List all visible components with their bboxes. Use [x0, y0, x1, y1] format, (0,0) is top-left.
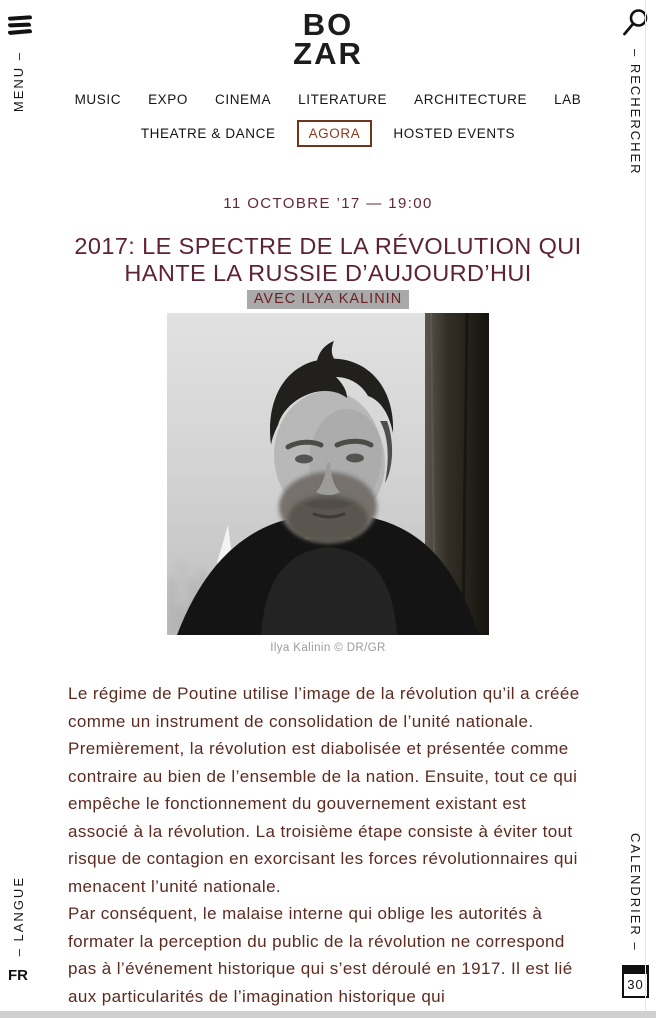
nav-item-cinema[interactable]: CINEMA [215, 92, 272, 107]
nav-item-architecture[interactable]: ARCHITECTURE [414, 92, 528, 107]
logo-wrap [0, 7, 656, 71]
event-photo [167, 313, 489, 654]
calendar-vertical-label[interactable]: CALENDRIER – [628, 833, 643, 952]
nav-item-lab[interactable]: LAB [554, 92, 582, 107]
event-datetime: 11 OCTOBRE ’17 — 19:00 [223, 195, 433, 212]
language-corner [8, 876, 28, 984]
page-right-edge-line [645, 0, 646, 1011]
nav-item-hosted-events[interactable]: HOSTED EVENTS [393, 125, 516, 141]
nav-item-literature[interactable]: LITERATURE [298, 92, 388, 107]
logo-line-2: ZAR [293, 36, 363, 71]
nav-item-agora-active[interactable]: AGORA [297, 120, 373, 147]
calendar-day-number: 30 [627, 977, 644, 993]
menu-vertical-label[interactable]: MENU – [11, 51, 26, 113]
nav-item-music[interactable]: MUSIC [74, 92, 122, 107]
portrait-photo [167, 313, 489, 635]
event-subtitle-wrap [0, 290, 656, 309]
nav-item-theatre-dance[interactable]: THEATRE & DANCE [140, 125, 276, 141]
photo-caption: Ilya Kalinin © DR/GR [270, 642, 386, 655]
nav-item-expo[interactable]: EXPO [148, 92, 188, 107]
body-paragraph-2: Par conséquent, le malaise interne qui oblige les autorités à formater la perception du public de la révolution ne correspond pas à l’événement historique qui s’est déroulé en 1917. Il est lié aux particularités de l’imagination historique qui [68, 904, 573, 1006]
event-title: 2017: LE SPECTRE DE LA RÉVOLUTION QUI HANTE LA RUSSIE D’AUJOURD’HUI [74, 233, 582, 286]
language-current-fr[interactable]: FR [8, 967, 28, 985]
event-body [68, 680, 588, 1010]
logo-line-1: BO [302, 7, 354, 42]
event-subtitle: AVEC ILYA KALININ [247, 290, 409, 309]
nav-row-2 [0, 120, 656, 147]
body-paragraph-1: Le régime de Poutine utilise l’image de la révolution qu’il a créée comme un instrument de consolidation de l’unité nationale. Premièrement, la révolution est diabolisée et présentée comme contraire au bien de l’ensemble de la nation. Ensuite, tout ce qui empêche le fonctionnement du gouvernement existant est associé à la révolution. La troisième étape consiste à éviter tout risque de contagion en exorcisant les forces révolutionnaires qui menacent l’unité nationale. [68, 684, 580, 896]
bozar-logo[interactable] [293, 7, 363, 71]
nav-row-1 [0, 92, 656, 108]
search-vertical-label[interactable]: – RECHERCHER [628, 49, 643, 176]
calendar-icon-topbar [624, 967, 647, 974]
page-bottom-strip [0, 1011, 656, 1018]
language-vertical-label: – LANGUE [11, 876, 26, 957]
